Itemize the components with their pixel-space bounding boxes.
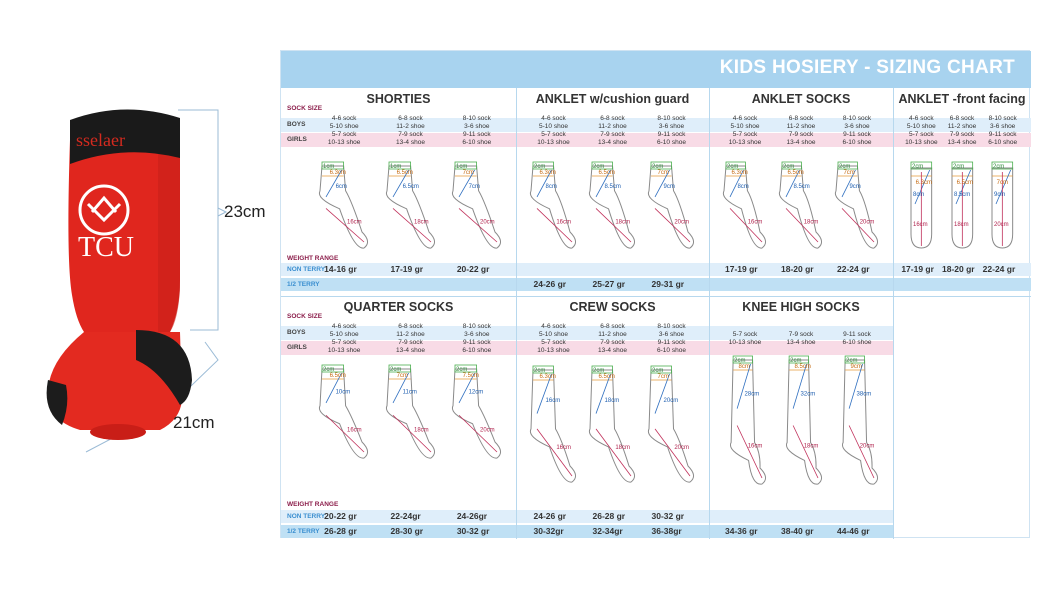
width-measure: 7cm xyxy=(462,170,474,176)
girls-size-cell: 9-11 sock 6-10 shoe xyxy=(657,339,686,354)
size-1-sock-diagram xyxy=(718,160,772,248)
non-terry-label: NON TERRY xyxy=(287,513,326,520)
girls-size-cell: 7-9 sock 13-4 shoe xyxy=(947,131,977,146)
width-measure: 6.3cm xyxy=(329,170,347,176)
girls-size-cell: 9-11 sock 6-10 shoe xyxy=(988,131,1018,146)
boys-size-cell: 6-8 sock 11-2 shoe xyxy=(786,115,816,130)
size-1-sock-diagram xyxy=(525,160,582,248)
leg-measure: 11cm xyxy=(402,389,417,396)
foot-measure: 18cm xyxy=(413,427,429,434)
non-terry-weight: 17-19 gr xyxy=(390,264,424,274)
girls-size-cell: 9-11 sock 6-10 shoe xyxy=(842,131,872,146)
width-measure: 6.5cm xyxy=(396,170,413,176)
size-2-sock-diagram xyxy=(584,160,641,248)
leg-measure: 28cm xyxy=(744,391,760,398)
size-3-sock-diagram xyxy=(643,364,700,482)
foot-measure: 18cm xyxy=(953,221,969,228)
cuff-measure: 2cm xyxy=(846,358,858,364)
size-2-sock-diagram xyxy=(584,364,641,482)
foot-measure: 20cm xyxy=(859,443,875,450)
sock-size-label: SOCK SIZE xyxy=(287,313,323,320)
width-measure: 6.5cm xyxy=(598,170,615,176)
width-measure: 9cm xyxy=(850,364,862,370)
sock-size-label: SOCK SIZE xyxy=(287,105,323,112)
size-3-sock-diagram xyxy=(830,160,884,248)
cuff-measure: 2cm xyxy=(839,164,851,170)
foot-measure: 20cm xyxy=(479,219,495,226)
cuff-measure: 2cm xyxy=(652,164,664,170)
girls-size-cell: 9-11 sock 6-10 shoe xyxy=(462,131,492,146)
girls-size-cell: 5-7 sock 10-13 shoe xyxy=(728,131,762,146)
half-terry-weight: 29-31 gr xyxy=(651,279,685,289)
width-measure: 6.3cm xyxy=(539,170,556,176)
half-terry-weight: 44-46 gr xyxy=(837,526,870,536)
sock-outline xyxy=(779,166,821,248)
width-measure: 6.3cm xyxy=(915,180,932,187)
leg-measure: 8.5cm xyxy=(793,184,810,191)
non-terry-weight: 22-24 gr xyxy=(982,264,1016,274)
size-2-sock-diagram xyxy=(774,160,828,248)
half-terry-weight: 32-34gr xyxy=(592,526,623,536)
leg-measure: 8.5cm xyxy=(953,192,970,199)
size-1-sock-diagram xyxy=(314,160,374,248)
size-1-sock-diagram xyxy=(525,364,582,482)
size-1-sock-diagram xyxy=(905,160,938,248)
non-terry-weight: 18-20 gr xyxy=(942,264,975,274)
sock-outline xyxy=(320,369,368,458)
column-divider xyxy=(516,88,517,296)
chart-title: KIDS HOSIERY - SIZING CHART xyxy=(719,57,1015,78)
sock-outline xyxy=(730,360,765,484)
foot-measure: 18cm xyxy=(615,444,631,451)
cuff-measure: 2cm xyxy=(783,164,795,170)
section-divider xyxy=(281,296,1031,297)
foot-measure: 16cm xyxy=(347,427,362,434)
non-terry-band-bottom xyxy=(281,510,893,523)
size-2-sock-diagram xyxy=(381,363,441,458)
sock-foot-length-label: 21cm xyxy=(173,413,215,432)
leg-measure: 6.5cm xyxy=(402,184,419,191)
width-measure: 7cm xyxy=(396,373,408,379)
boys-label: BOYS xyxy=(287,121,306,128)
leg-measure: 12cm xyxy=(468,389,484,396)
section-title-anklet-front-facing: ANKLET -front facing xyxy=(898,92,1026,106)
leg-measure: 32cm xyxy=(800,391,816,398)
leg-measure: 20cm xyxy=(663,397,679,404)
boys-size-cell: 6-8 sock 11-2 shoe xyxy=(598,323,627,338)
girls-label: GIRLS xyxy=(287,344,307,351)
leg-measure: 10cm xyxy=(335,389,351,396)
foot-measure: 18cm xyxy=(803,219,819,226)
leg-measure: 7cm xyxy=(468,184,480,191)
girls-size-cell: 7-9 sock 13-4 shoe xyxy=(598,339,627,354)
girls-size-cell: 7-9 sock 13-4 shoe xyxy=(396,339,425,354)
leg-measure: 8.5cm xyxy=(604,184,621,191)
sock-outline xyxy=(835,166,877,248)
foot-measure: 16cm xyxy=(912,221,928,228)
non-terry-weight: 22-24 gr xyxy=(837,264,870,274)
column-divider xyxy=(893,296,894,539)
width-measure: 6.5cm xyxy=(329,373,347,379)
column-divider xyxy=(893,88,894,296)
column-divider xyxy=(516,296,517,539)
width-measure: 8.5cm xyxy=(794,364,811,370)
leg-measure: 9cm xyxy=(849,184,861,191)
foot-measure: 20cm xyxy=(994,221,1009,228)
foot-measure: 16cm xyxy=(747,443,763,450)
girls-size-cell: 7-9 sock 13-4 shoe xyxy=(598,131,627,146)
girls-size-cell: 5-7 sock 10-13 shoe xyxy=(537,131,570,146)
width-measure: 6.5cm xyxy=(598,374,615,380)
half-terry-weight: 28-30 gr xyxy=(390,526,424,536)
cuff-measure: 2cm xyxy=(734,358,746,364)
leg-measure: 6cm xyxy=(335,184,348,191)
boys-size-cell: 8-10 sock 3-6 shoe xyxy=(657,115,686,130)
half-terry-weight: 30-32 gr xyxy=(456,526,490,536)
cuff-measure: 2cm xyxy=(534,368,546,374)
boys-size-cell: 4-6 sock 5-10 shoe xyxy=(906,115,936,130)
size-3-sock-diagram xyxy=(986,160,1019,248)
girls-size-cell: 5-7 sock 10-13 shoe xyxy=(728,331,762,346)
foot-measure: 18cm xyxy=(615,219,631,226)
cuff-measure: 2cm xyxy=(911,164,924,171)
boys-size-cell: 6-8 sock 11-2 shoe xyxy=(947,115,977,130)
leg-measure: 18cm xyxy=(604,397,620,404)
size-1-sock-diagram xyxy=(718,354,772,484)
sock-outline xyxy=(320,166,368,248)
non-terry-weight: 17-19 gr xyxy=(725,264,758,274)
non-terry-weight: 20-22 gr xyxy=(456,264,490,274)
cuff-measure: 2cm xyxy=(952,164,964,171)
leg-measure: 38cm xyxy=(856,391,872,398)
sock-outline xyxy=(530,166,575,248)
girls-size-cell: 5-7 sock 10-13 shoe xyxy=(327,131,361,146)
foot-measure: 18cm xyxy=(803,443,819,450)
leg-measure: 8cm xyxy=(912,192,925,199)
width-measure: 6.3cm xyxy=(731,170,748,176)
cuff-measure: 1cm xyxy=(455,164,468,170)
girls-size-cell: 9-11 sock 6-10 shoe xyxy=(462,339,492,354)
weight-range-label: WEIGHT RANGE xyxy=(287,501,339,508)
girls-size-cell: 7-9 sock 13-4 shoe xyxy=(396,131,425,146)
cuff-measure: 2cm xyxy=(593,164,605,170)
sock-product-photo xyxy=(40,80,280,500)
girls-size-cell: 9-11 sock 6-10 shoe xyxy=(657,131,686,146)
half-terry-weight: 30-32gr xyxy=(533,526,564,536)
section-title-knee-high-socks: KNEE HIGH SOCKS xyxy=(742,300,860,314)
boys-size-cell: 8-10 sock 3-6 shoe xyxy=(462,115,491,130)
non-terry-weight: 17-19 gr xyxy=(901,264,934,274)
boys-size-cell: 6-8 sock 11-2 shoe xyxy=(396,115,425,130)
weight-range-label: WEIGHT RANGE xyxy=(287,255,339,262)
section-title-crew-socks: CREW SOCKS xyxy=(569,300,656,314)
half-terry-weight: 34-36 gr xyxy=(725,526,758,536)
width-measure: 6.3cm xyxy=(539,374,556,380)
half-terry-weight: 25-27 gr xyxy=(592,279,626,289)
boys-size-cell: 8-10 sock 3-6 shoe xyxy=(462,323,491,338)
width-measure: 7cm xyxy=(996,180,1009,187)
sock-outline xyxy=(786,360,821,484)
boys-size-cell: 4-6 sock 5-10 shoe xyxy=(329,115,359,130)
column-divider xyxy=(709,88,710,296)
sock-outline xyxy=(648,370,693,482)
non-terry-weight: 30-32 gr xyxy=(651,511,685,521)
sizing-chart xyxy=(280,50,1030,538)
cuff-measure: 2cm xyxy=(727,164,739,170)
cuff-measure: 1cm xyxy=(323,164,335,170)
girls-size-cell: 5-7 sock 10-13 shoe xyxy=(327,339,361,354)
non-terry-weight: 20-22 gr xyxy=(324,511,357,521)
sock-outline xyxy=(452,166,500,248)
chart-title-bar xyxy=(281,51,1031,88)
sock-outline xyxy=(386,166,434,248)
section-title-quarter-socks: QUARTER SOCKS xyxy=(343,300,454,314)
foot-measure: 20cm xyxy=(674,444,690,451)
section-title-anklet-socks: ANKLET SOCKS xyxy=(751,92,851,106)
leg-measure: 16cm xyxy=(545,397,561,404)
foot-measure: 16cm xyxy=(556,444,572,451)
boys-size-cell: 8-10 sock 3-6 shoe xyxy=(988,115,1017,130)
foot-measure: 18cm xyxy=(413,219,429,226)
girls-size-cell: 7-9 sock 13-4 shoe xyxy=(786,131,816,146)
half-terry-label: 1/2 TERRY xyxy=(287,281,320,288)
leg-measure: 9cm xyxy=(663,184,675,191)
sock-outline xyxy=(589,166,634,248)
half-terry-weight: 24-26 gr xyxy=(533,279,567,289)
boys-size-cell: 8-10 sock 3-6 shoe xyxy=(842,115,872,130)
size-3-sock-diagram xyxy=(643,160,700,248)
sock-outline xyxy=(723,166,765,248)
half-terry-weight: 38-40 gr xyxy=(781,526,814,536)
foot-measure: 16cm xyxy=(747,219,763,226)
non-terry-weight: 14-16 gr xyxy=(324,264,357,274)
cuff-measure: 2cm xyxy=(455,367,468,373)
boys-size-cell: 4-6 sock 5-10 shoe xyxy=(539,323,568,338)
width-measure: 8cm xyxy=(738,364,750,370)
width-measure: 7cm xyxy=(657,374,669,380)
half-terry-weight: 26-28 gr xyxy=(324,526,357,536)
cuff-measure: 2cm xyxy=(534,164,546,170)
size-2-sock-diagram xyxy=(381,160,441,248)
foot-measure: 16cm xyxy=(556,219,572,226)
girls-label: GIRLS xyxy=(287,136,307,143)
cuff-measure: 1cm xyxy=(389,164,401,170)
size-3-sock-diagram xyxy=(447,160,507,248)
section-title-anklet-w-cushion-guard: ANKLET w/cushion guard xyxy=(535,92,690,106)
leg-measure: 8cm xyxy=(545,184,557,191)
boys-size-cell: 6-8 sock 11-2 shoe xyxy=(598,115,627,130)
boys-size-cell: 6-8 sock 11-2 shoe xyxy=(396,323,425,338)
cuff-measure: 2cm xyxy=(790,358,802,364)
width-measure: 6.5cm xyxy=(787,170,804,176)
girls-size-cell: 5-7 sock 10-13 shoe xyxy=(905,131,938,146)
sock-outline xyxy=(386,369,434,458)
half-terry-weight: 36-38gr xyxy=(651,526,682,536)
boys-label: BOYS xyxy=(287,329,306,336)
size-3-sock-diagram xyxy=(447,363,507,458)
size-3-sock-diagram xyxy=(830,354,884,484)
foot-measure: 20cm xyxy=(859,219,875,226)
sock-outline xyxy=(648,166,693,248)
girls-size-cell: 7-9 sock 13-4 shoe xyxy=(786,331,816,346)
cuff-measure: 2cm xyxy=(323,367,335,373)
girls-size-cell: 9-11 sock 6-10 shoe xyxy=(842,331,872,346)
non-terry-weight: 18-20 gr xyxy=(781,264,814,274)
sock-outline xyxy=(589,370,634,482)
width-measure: 7cm xyxy=(843,170,855,176)
cuff-measure: 2cm xyxy=(389,367,401,373)
non-terry-weight: 24-26gr xyxy=(456,511,488,521)
width-measure: 7cm xyxy=(657,170,669,176)
non-terry-weight: 22-24gr xyxy=(390,511,421,521)
width-measure: 7.5cm xyxy=(462,373,479,379)
sock-outline xyxy=(842,360,877,484)
cuff-text: sselaer xyxy=(76,130,125,150)
size-2-sock-diagram xyxy=(774,354,828,484)
size-1-sock-diagram xyxy=(314,363,374,458)
section-title-shorties: SHORTIES xyxy=(366,92,431,106)
column-divider xyxy=(709,296,710,539)
foot-measure: 16cm xyxy=(347,219,362,226)
foot-measure: 20cm xyxy=(674,219,690,226)
boys-size-cell: 4-6 sock 5-10 shoe xyxy=(730,115,760,130)
boys-size-cell: 4-6 sock 5-10 shoe xyxy=(329,323,359,338)
sock-outline xyxy=(452,369,500,458)
boys-size-cell: 8-10 sock 3-6 shoe xyxy=(657,323,686,338)
cuff-measure: 2cm xyxy=(993,164,1005,171)
non-terry-weight: 26-28 gr xyxy=(592,511,626,521)
logo-text: TCU xyxy=(78,232,134,263)
boys-size-cell: 4-6 sock 5-10 shoe xyxy=(539,115,568,130)
width-measure: 6.5cm xyxy=(956,180,973,187)
sock-height-label: 23cm xyxy=(224,202,266,221)
leg-measure: 9cm xyxy=(994,192,1006,199)
girls-size-cell: 5-7 sock 10-13 shoe xyxy=(537,339,570,354)
leg-measure: 8cm xyxy=(737,184,749,191)
sock-outline xyxy=(530,370,575,482)
size-2-sock-diagram xyxy=(946,160,979,248)
cuff-measure: 2cm xyxy=(652,368,664,374)
half-terry-label: 1/2 TERRY xyxy=(287,528,320,535)
non-terry-label: NON TERRY xyxy=(287,266,326,273)
cuff-measure: 2cm xyxy=(593,368,605,374)
foot-measure: 20cm xyxy=(479,427,495,434)
non-terry-weight: 24-26 gr xyxy=(533,511,567,521)
